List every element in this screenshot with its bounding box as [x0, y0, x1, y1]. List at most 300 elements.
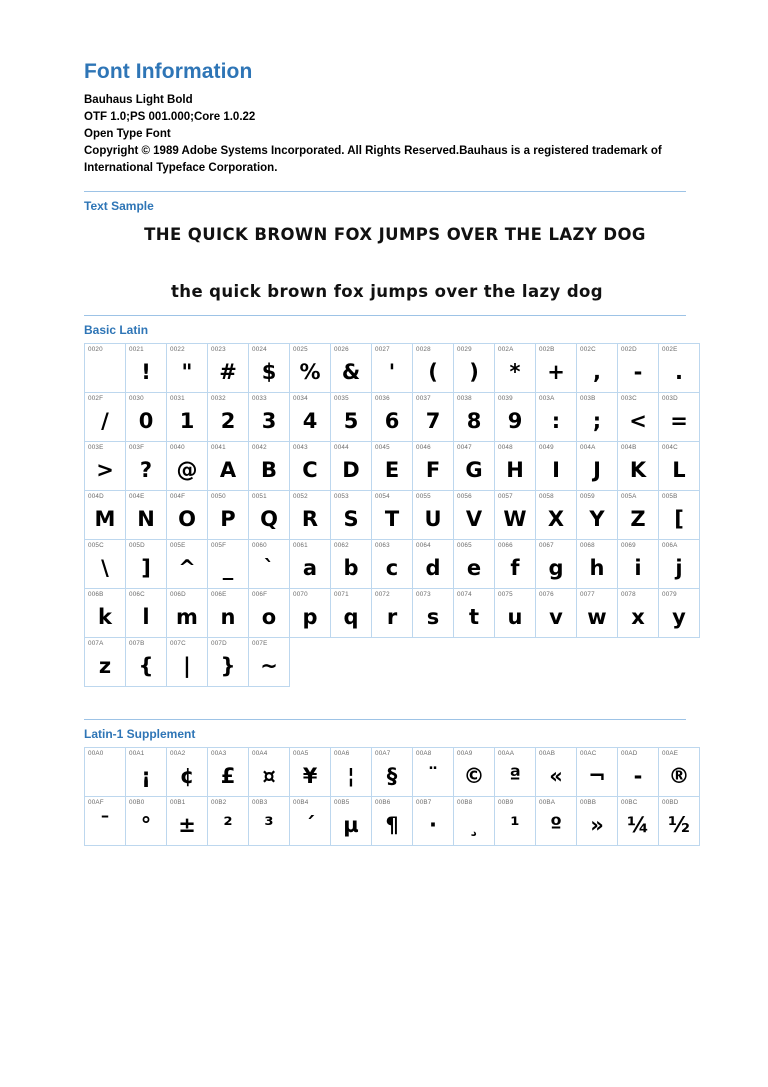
glyph-character: Z — [630, 507, 646, 531]
glyph-character: o — [261, 605, 277, 629]
glyph-codepoint: 0064 — [416, 542, 431, 549]
glyph-codepoint: 0067 — [539, 542, 554, 549]
basic-latin-cell-0060[interactable] — [249, 540, 290, 589]
basic-latin-cell-0065[interactable] — [454, 540, 495, 589]
glyph-character: T — [384, 507, 400, 531]
page-title: Font Information — [84, 60, 253, 83]
basic-latin-cell-0066[interactable] — [495, 540, 536, 589]
table-row — [85, 442, 700, 491]
latin1-cell-00A3[interactable] — [208, 748, 249, 797]
glyph-codepoint: 00AE — [662, 750, 679, 757]
glyph-codepoint: 00A3 — [211, 750, 227, 757]
glyph-character: ½ — [668, 813, 690, 837]
section-title-text-sample: Text Sample — [84, 199, 154, 213]
glyph-codepoint: 007D — [211, 640, 227, 647]
basic-latin-cell-003F[interactable] — [126, 442, 167, 491]
basic-latin-cell-0035[interactable] — [331, 393, 372, 442]
glyph-codepoint: 0034 — [293, 395, 308, 402]
glyph-codepoint: 0030 — [129, 395, 144, 402]
glyph-codepoint: 002D — [621, 346, 637, 353]
glyph-character: 9 — [507, 409, 523, 433]
glyph-table-latin1-supplement — [84, 747, 700, 846]
glyph-character: § — [386, 764, 398, 788]
glyph-codepoint: 0021 — [129, 346, 144, 353]
basic-latin-cell-004D[interactable] — [85, 491, 126, 540]
glyph-codepoint: 00BA — [539, 799, 556, 806]
basic-latin-cell-0021[interactable] — [126, 344, 167, 393]
glyph-codepoint: 0068 — [580, 542, 595, 549]
glyph-character: f — [510, 556, 520, 580]
basic-latin-cell-0061[interactable] — [290, 540, 331, 589]
basic-latin-cell-0030[interactable] — [126, 393, 167, 442]
basic-latin-cell-0043[interactable] — [290, 442, 331, 491]
basic-latin-cell-005D[interactable] — [126, 540, 167, 589]
basic-latin-cell-003C[interactable] — [618, 393, 659, 442]
basic-latin-cell-004E[interactable] — [126, 491, 167, 540]
basic-latin-cell-0062[interactable] — [331, 540, 372, 589]
basic-latin-cell-0039[interactable] — [495, 393, 536, 442]
glyph-character: & — [341, 360, 361, 384]
glyph-codepoint: 0040 — [170, 444, 185, 451]
basic-latin-cell-0033[interactable] — [249, 393, 290, 442]
basic-latin-cell-0056[interactable] — [454, 491, 495, 540]
glyph-character: x — [631, 605, 645, 629]
basic-latin-cell-004B[interactable] — [618, 442, 659, 491]
glyph-character: V — [465, 507, 483, 531]
glyph-character: ! — [141, 360, 151, 384]
text-sample-lowercase: the quick brown fox jumps over the lazy dog — [171, 282, 603, 301]
basic-latin-cell-0050[interactable] — [208, 491, 249, 540]
basic-latin-cell-0027[interactable] — [372, 344, 413, 393]
basic-latin-cell-007C[interactable] — [167, 638, 208, 687]
font-version: OTF 1.0;PS 001.000;Core 1.0.22 — [84, 111, 256, 123]
glyph-character: Y — [589, 507, 605, 531]
glyph-codepoint: 00B9 — [498, 799, 514, 806]
basic-latin-cell-0078[interactable] — [618, 589, 659, 638]
glyph-character: N — [137, 507, 155, 531]
basic-latin-cell-005A[interactable] — [618, 491, 659, 540]
basic-latin-cell-002E[interactable] — [659, 344, 700, 393]
glyph-character: G — [465, 458, 483, 482]
glyph-codepoint: 0041 — [211, 444, 226, 451]
glyph-character — [85, 772, 125, 796]
glyph-codepoint: 00B7 — [416, 799, 432, 806]
basic-latin-cell-0041[interactable] — [208, 442, 249, 491]
basic-latin-cell-0029[interactable] — [454, 344, 495, 393]
glyph-codepoint: 007C — [170, 640, 186, 647]
glyph-character: 6 — [384, 409, 400, 433]
glyph-character: i — [634, 556, 642, 580]
glyph-character: l — [142, 605, 150, 629]
basic-latin-cell-0048[interactable] — [495, 442, 536, 491]
basic-latin-cell-0054[interactable] — [372, 491, 413, 540]
basic-latin-cell-0034[interactable] — [290, 393, 331, 442]
basic-latin-cell-004C[interactable] — [659, 442, 700, 491]
glyph-character: ± — [178, 813, 196, 837]
glyph-character: ³ — [264, 813, 274, 837]
glyph-codepoint: 0027 — [375, 346, 390, 353]
glyph-character: 7 — [425, 409, 441, 433]
glyph-character: £ — [220, 764, 236, 788]
basic-latin-cell-007D[interactable] — [208, 638, 249, 687]
text-sample-section — [84, 191, 686, 301]
glyph-cell-empty — [577, 638, 618, 687]
basic-latin-cell-007E[interactable] — [249, 638, 290, 687]
basic-latin-cell-002A[interactable] — [495, 344, 536, 393]
glyph-cell-empty — [413, 638, 454, 687]
glyph-character: ® — [668, 764, 690, 788]
basic-latin-cell-0047[interactable] — [454, 442, 495, 491]
basic-latin-cell-0036[interactable] — [372, 393, 413, 442]
glyph-character: e — [466, 556, 482, 580]
latin1-cell-00BC[interactable] — [618, 797, 659, 846]
basic-latin-cell-0075[interactable] — [495, 589, 536, 638]
glyph-character: $ — [261, 360, 277, 384]
glyph-character: s — [426, 605, 440, 629]
glyph-character: b — [343, 556, 359, 580]
glyph-codepoint: 0050 — [211, 493, 226, 500]
basic-latin-cell-005F[interactable] — [208, 540, 249, 589]
glyph-character: ) — [469, 360, 479, 384]
glyph-character: h — [589, 556, 605, 580]
latin1-cell-00A8[interactable] — [413, 748, 454, 797]
glyph-character: H — [506, 458, 524, 482]
basic-latin-cell-006D[interactable] — [167, 589, 208, 638]
glyph-character: 4 — [302, 409, 318, 433]
basic-latin-cell-003E[interactable] — [85, 442, 126, 491]
latin1-cell-00B2[interactable] — [208, 797, 249, 846]
latin1-cell-00B1[interactable] — [167, 797, 208, 846]
glyph-codepoint: 004E — [129, 493, 145, 500]
glyph-codepoint: 003B — [580, 395, 596, 402]
glyph-character: « — [549, 764, 563, 788]
glyph-character: ª — [509, 764, 521, 788]
basic-latin-cell-003B[interactable] — [577, 393, 618, 442]
glyph-character: º — [550, 813, 562, 837]
latin1-cell-00AA[interactable] — [495, 748, 536, 797]
glyph-codepoint: 00A9 — [457, 750, 473, 757]
basic-latin-cell-006E[interactable] — [208, 589, 249, 638]
glyph-character: q — [343, 605, 359, 629]
basic-latin-cell-007A[interactable] — [85, 638, 126, 687]
latin1-cell-00A0[interactable] — [85, 748, 126, 797]
font-type: Open Type Font — [84, 128, 171, 140]
glyph-character: ¼ — [627, 813, 649, 837]
glyph-codepoint: 0045 — [375, 444, 390, 451]
basic-latin-cell-0055[interactable] — [413, 491, 454, 540]
font-name: Bauhaus Light Bold — [84, 94, 193, 106]
glyph-character: { — [138, 654, 154, 678]
basic-latin-cell-0044[interactable] — [331, 442, 372, 491]
basic-latin-cell-007B[interactable] — [126, 638, 167, 687]
glyph-codepoint: 0020 — [88, 346, 103, 353]
basic-latin-cell-0053[interactable] — [331, 491, 372, 540]
basic-latin-cell-0059[interactable] — [577, 491, 618, 540]
glyph-codepoint: 0063 — [375, 542, 390, 549]
basic-latin-cell-0024[interactable] — [249, 344, 290, 393]
glyph-codepoint: 003A — [539, 395, 555, 402]
latin1-cell-00B7[interactable] — [413, 797, 454, 846]
glyph-codepoint: 00A5 — [293, 750, 309, 757]
glyph-codepoint: 0058 — [539, 493, 554, 500]
glyph-codepoint: 00BD — [662, 799, 679, 806]
glyph-character: ² — [223, 813, 233, 837]
glyph-codepoint: 003F — [129, 444, 145, 451]
latin1-cell-00AC[interactable] — [577, 748, 618, 797]
glyph-codepoint: 0054 — [375, 493, 390, 500]
glyph-character: 3 — [261, 409, 277, 433]
glyph-character: » — [590, 813, 604, 837]
table-row — [85, 393, 700, 442]
glyph-character: ^ — [178, 556, 196, 580]
glyph-cell-empty — [372, 638, 413, 687]
glyph-codepoint: 002B — [539, 346, 555, 353]
glyph-codepoint: 0022 — [170, 346, 185, 353]
basic-latin-cell-0037[interactable] — [413, 393, 454, 442]
glyph-codepoint: 0042 — [252, 444, 267, 451]
glyph-codepoint: 0046 — [416, 444, 431, 451]
glyph-character: n — [220, 605, 236, 629]
glyph-table-basic-latin — [84, 343, 700, 687]
glyph-codepoint: 004C — [662, 444, 678, 451]
glyph-codepoint: 00A1 — [129, 750, 145, 757]
glyph-codepoint: 007E — [252, 640, 268, 647]
basic-latin-cell-0023[interactable] — [208, 344, 249, 393]
latin1-cell-00BA[interactable] — [536, 797, 577, 846]
basic-latin-cell-0046[interactable] — [413, 442, 454, 491]
glyph-codepoint: 0023 — [211, 346, 226, 353]
basic-latin-cell-006B[interactable] — [85, 589, 126, 638]
basic-latin-cell-003A[interactable] — [536, 393, 577, 442]
glyph-character: % — [299, 360, 321, 384]
latin1-cell-00A9[interactable] — [454, 748, 495, 797]
basic-latin-cell-0031[interactable] — [167, 393, 208, 442]
basic-latin-cell-006A[interactable] — [659, 540, 700, 589]
glyph-codepoint: 00A0 — [88, 750, 104, 757]
glyph-codepoint: 0044 — [334, 444, 349, 451]
glyph-codepoint: 0029 — [457, 346, 472, 353]
glyph-character: z — [98, 654, 112, 678]
basic-latin-cell-0057[interactable] — [495, 491, 536, 540]
glyph-codepoint: 0049 — [539, 444, 554, 451]
glyph-codepoint: 00A2 — [170, 750, 186, 757]
latin1-cell-00AF[interactable] — [85, 797, 126, 846]
basic-latin-cell-0063[interactable] — [372, 540, 413, 589]
basic-latin-cell-0032[interactable] — [208, 393, 249, 442]
glyph-cell-empty — [536, 638, 577, 687]
basic-latin-cell-0045[interactable] — [372, 442, 413, 491]
glyph-character: J — [593, 458, 601, 482]
basic-latin-cell-002C[interactable] — [577, 344, 618, 393]
latin1-cell-00AE[interactable] — [659, 748, 700, 797]
glyph-character: ¡ — [141, 764, 151, 788]
glyph-character: # — [219, 360, 237, 384]
basic-latin-cell-004F[interactable] — [167, 491, 208, 540]
glyph-codepoint: 0026 — [334, 346, 349, 353]
glyph-character: g — [548, 556, 564, 580]
basic-latin-cell-0067[interactable] — [536, 540, 577, 589]
basic-latin-cell-0025[interactable] — [290, 344, 331, 393]
glyph-codepoint: 0071 — [334, 591, 349, 598]
glyph-codepoint: 0024 — [252, 346, 267, 353]
glyph-codepoint: 0037 — [416, 395, 431, 402]
basic-latin-cell-0069[interactable] — [618, 540, 659, 589]
glyph-character: ¥ — [302, 764, 318, 788]
basic-latin-cell-0051[interactable] — [249, 491, 290, 540]
glyph-codepoint: 004B — [621, 444, 637, 451]
glyph-character: K — [629, 458, 647, 482]
latin1-cell-00B4[interactable] — [290, 797, 331, 846]
basic-latin-cell-0038[interactable] — [454, 393, 495, 442]
latin1-cell-00A7[interactable] — [372, 748, 413, 797]
glyph-character: : — [551, 409, 561, 433]
font-copyright: Copyright © 1989 Adobe Systems Incorporated. All Rights Reserved.Bauhaus is a registered trademark of International Typeface Corporation. — [84, 145, 662, 174]
latin1-cell-00B3[interactable] — [249, 797, 290, 846]
glyph-character: } — [220, 654, 236, 678]
basic-latin-cell-0028[interactable] — [413, 344, 454, 393]
basic-latin-cell-0052[interactable] — [290, 491, 331, 540]
basic-latin-cell-002D[interactable] — [618, 344, 659, 393]
glyph-character: ¹ — [510, 813, 520, 837]
basic-latin-cell-004A[interactable] — [577, 442, 618, 491]
basic-latin-cell-0076[interactable] — [536, 589, 577, 638]
basic-latin-cell-0049[interactable] — [536, 442, 577, 491]
glyph-character: w — [587, 605, 607, 629]
glyph-codepoint: 0036 — [375, 395, 390, 402]
glyph-codepoint: 00B8 — [457, 799, 473, 806]
glyph-character: X — [547, 507, 565, 531]
glyph-codepoint: 00AF — [88, 799, 104, 806]
latin1-cell-00BB[interactable] — [577, 797, 618, 846]
glyph-character: c — [385, 556, 399, 580]
basic-latin-cell-0070[interactable] — [290, 589, 331, 638]
glyph-codepoint: 002A — [498, 346, 514, 353]
glyph-codepoint: 0065 — [457, 542, 472, 549]
glyph-character: , — [593, 360, 601, 384]
glyph-character: * — [509, 360, 521, 384]
glyph-character: S — [343, 507, 359, 531]
basic-latin-cell-0020[interactable] — [85, 344, 126, 393]
basic-latin-cell-0040[interactable] — [167, 442, 208, 491]
basic-latin-cell-0026[interactable] — [331, 344, 372, 393]
glyph-character: ¶ — [385, 813, 399, 837]
glyph-codepoint: 00AD — [621, 750, 638, 757]
glyph-cell-empty — [495, 638, 536, 687]
glyph-character: ¦ — [347, 764, 355, 788]
basic-latin-cell-002B[interactable] — [536, 344, 577, 393]
latin1-supplement-section — [84, 719, 690, 846]
latin1-cell-00AD[interactable] — [618, 748, 659, 797]
latin1-cell-00B6[interactable] — [372, 797, 413, 846]
glyph-codepoint: 00A8 — [416, 750, 432, 757]
glyph-character: 5 — [343, 409, 359, 433]
glyph-codepoint: 007B — [129, 640, 145, 647]
glyph-character: µ — [343, 813, 359, 837]
glyph-codepoint: 006F — [252, 591, 268, 598]
basic-latin-cell-0079[interactable] — [659, 589, 700, 638]
latin1-cell-00B9[interactable] — [495, 797, 536, 846]
glyph-codepoint: 00B1 — [170, 799, 186, 806]
glyph-character: F — [425, 458, 441, 482]
basic-latin-cell-0022[interactable] — [167, 344, 208, 393]
glyph-character: - — [633, 764, 643, 788]
glyph-character: \ — [101, 556, 109, 580]
glyph-codepoint: 005D — [129, 542, 145, 549]
glyph-cell-empty — [454, 638, 495, 687]
glyph-character: R — [301, 507, 319, 531]
basic-latin-cell-006F[interactable] — [249, 589, 290, 638]
basic-latin-cell-0058[interactable] — [536, 491, 577, 540]
glyph-cell-empty — [618, 638, 659, 687]
glyph-cell-empty — [290, 638, 331, 687]
glyph-character: 1 — [179, 409, 195, 433]
glyph-codepoint: 005A — [621, 493, 637, 500]
basic-latin-cell-0077[interactable] — [577, 589, 618, 638]
table-row — [85, 797, 700, 846]
basic-latin-cell-0068[interactable] — [577, 540, 618, 589]
glyph-character: C — [302, 458, 318, 482]
latin1-cell-00A1[interactable] — [126, 748, 167, 797]
basic-latin-cell-002F[interactable] — [85, 393, 126, 442]
basic-latin-cell-0042[interactable] — [249, 442, 290, 491]
basic-latin-cell-006C[interactable] — [126, 589, 167, 638]
latin1-cell-00B0[interactable] — [126, 797, 167, 846]
text-sample-block — [84, 225, 686, 301]
basic-latin-cell-0064[interactable] — [413, 540, 454, 589]
glyph-character: · — [429, 813, 437, 837]
glyph-character: d — [425, 556, 441, 580]
latin1-cell-00BD[interactable] — [659, 797, 700, 846]
latin1-cell-00A2[interactable] — [167, 748, 208, 797]
basic-latin-cell-0072[interactable] — [372, 589, 413, 638]
basic-latin-cell-005B[interactable] — [659, 491, 700, 540]
latin1-cell-00B5[interactable] — [331, 797, 372, 846]
glyph-codepoint: 006A — [662, 542, 678, 549]
latin1-cell-00A4[interactable] — [249, 748, 290, 797]
basic-latin-cell-0074[interactable] — [454, 589, 495, 638]
glyph-character: A — [219, 458, 237, 482]
latin1-cell-00A5[interactable] — [290, 748, 331, 797]
table-row — [85, 589, 700, 638]
glyph-character: k — [98, 605, 112, 629]
glyph-codepoint: 0052 — [293, 493, 308, 500]
glyph-character: > — [96, 458, 114, 482]
basic-latin-cell-005E[interactable] — [167, 540, 208, 589]
basic-latin-cell-003D[interactable] — [659, 393, 700, 442]
glyph-character: v — [549, 605, 563, 629]
document-content — [84, 60, 690, 846]
glyph-codepoint: 003E — [88, 444, 104, 451]
glyph-character: E — [384, 458, 400, 482]
glyph-codepoint: 007A — [88, 640, 104, 647]
basic-latin-cell-0073[interactable] — [413, 589, 454, 638]
glyph-cell-empty — [331, 638, 372, 687]
latin1-cell-00A6[interactable] — [331, 748, 372, 797]
basic-latin-cell-0071[interactable] — [331, 589, 372, 638]
glyph-character: ¸ — [468, 813, 480, 837]
latin1-cell-00AB[interactable] — [536, 748, 577, 797]
glyph-character: M — [94, 507, 116, 531]
glyph-codepoint: 002C — [580, 346, 596, 353]
table-row — [85, 491, 700, 540]
glyph-character: m — [176, 605, 198, 629]
glyph-character: | — [183, 654, 191, 678]
text-sample-uppercase: THE QUICK BROWN FOX JUMPS OVER THE LAZY DOG — [144, 225, 646, 244]
glyph-codepoint: 0079 — [662, 591, 677, 598]
latin1-cell-00B8[interactable] — [454, 797, 495, 846]
basic-latin-cell-005C[interactable] — [85, 540, 126, 589]
glyph-codepoint: 0077 — [580, 591, 595, 598]
